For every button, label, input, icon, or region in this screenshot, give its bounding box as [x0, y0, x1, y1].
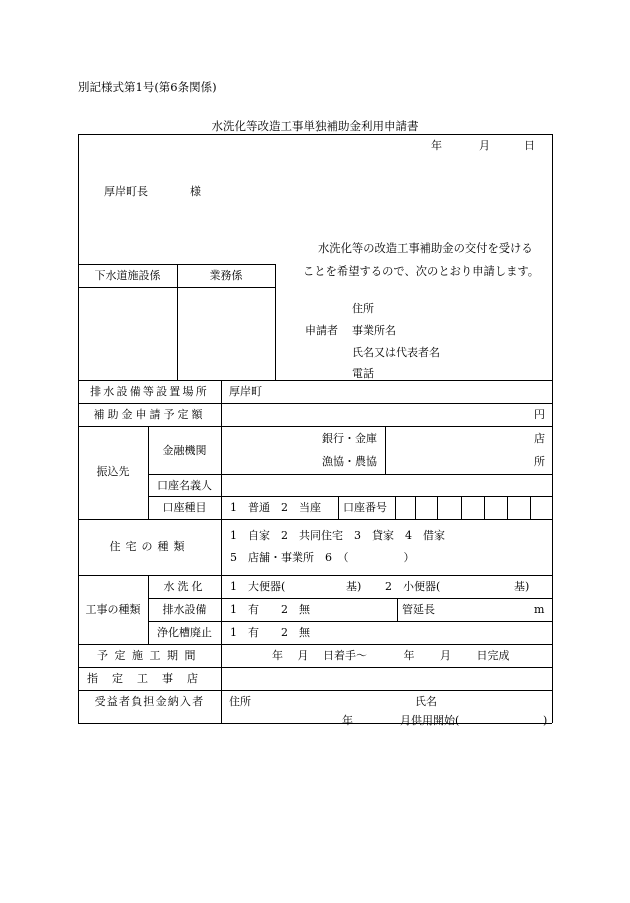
transfer-label: 振込先: [96, 465, 130, 478]
period-value: 年 月 日着手～ 年 月 日完成: [272, 649, 510, 662]
flush-unit2: 基): [514, 580, 530, 593]
request-text-line2: ことを希望するので、次のとおり申請します。: [303, 265, 540, 278]
account-type-value: 1 普通 2 当座: [230, 501, 321, 514]
holder-label: 口座名義人: [157, 479, 212, 492]
account-type-label: 口座種目: [162, 501, 207, 514]
amount-unit: 円: [534, 408, 545, 421]
service-start-close: ): [543, 714, 548, 727]
applicant-label: 申請者: [305, 324, 338, 337]
honorific: 様: [190, 185, 201, 198]
location-value: 厚岸町: [229, 385, 262, 398]
branch-type1: 店: [534, 432, 545, 445]
housing-label: 住宅の種類: [109, 540, 190, 553]
form-number: 別記様式第1号(第6条関係): [78, 80, 217, 94]
addressee: 厚岸町長: [104, 185, 148, 198]
septic-value: 1 有 2 無: [230, 626, 310, 639]
stamp-box-sewer: 下水道施設係: [94, 269, 161, 282]
flush-label: 水洗化: [163, 580, 206, 593]
drain-label: 排水設備: [162, 603, 207, 616]
housing-options-line2: 5 店舗・事業所 6 （ ）: [230, 551, 415, 564]
payer-address: 住所: [229, 695, 251, 708]
period-label: 予定施工期間: [97, 649, 202, 662]
applicant-phone: 電話: [352, 367, 374, 380]
pipe-label: 管延長: [402, 603, 435, 616]
bank-label: 金融機関: [162, 444, 207, 457]
location-label: 排水設備等設置場所: [90, 385, 209, 398]
stamp-box-business: 業務係: [209, 269, 243, 282]
septic-label: 浄化槽廃止: [157, 626, 212, 639]
date-month: 月: [479, 139, 490, 152]
amount-label: 補助金申請予定額: [93, 408, 206, 421]
applicant-name: 氏名又は代表者名: [352, 346, 440, 359]
form-title: 水洗化等改造工事単独補助金利用申請書: [211, 119, 419, 133]
applicant-office: 事業所名: [352, 324, 396, 337]
payer-name: 氏名: [415, 695, 437, 708]
flush-unit1: 基): [346, 580, 362, 593]
branch-type2: 所: [534, 455, 545, 468]
date-year: 年: [431, 139, 442, 152]
account-number-label: 口座番号: [343, 501, 387, 514]
applicant-address: 住所: [352, 302, 374, 315]
bank-type1: 銀行・金庫: [322, 432, 377, 445]
flush-value2: 2 小便器(: [385, 580, 441, 593]
request-text-line1: 水洗化等の改造工事補助金の交付を受ける: [318, 242, 533, 255]
works-label: 工事の種類: [85, 603, 141, 616]
drain-value: 1 有 2 無: [230, 603, 310, 616]
flush-value1: 1 大便器(: [230, 580, 286, 593]
payer-label: 受益者負担金納入者: [94, 695, 205, 708]
pipe-unit: m: [534, 603, 545, 616]
date-day: 日: [524, 139, 535, 152]
service-start-year: 年: [342, 714, 353, 727]
contractor-label: 指定工事店: [87, 672, 212, 685]
bank-type2: 漁協・農協: [322, 455, 377, 468]
housing-options-line1: 1 自家 2 共同住宅 3 貸家 4 借家: [230, 529, 445, 542]
service-start-text: 月供用開始(: [400, 714, 460, 727]
